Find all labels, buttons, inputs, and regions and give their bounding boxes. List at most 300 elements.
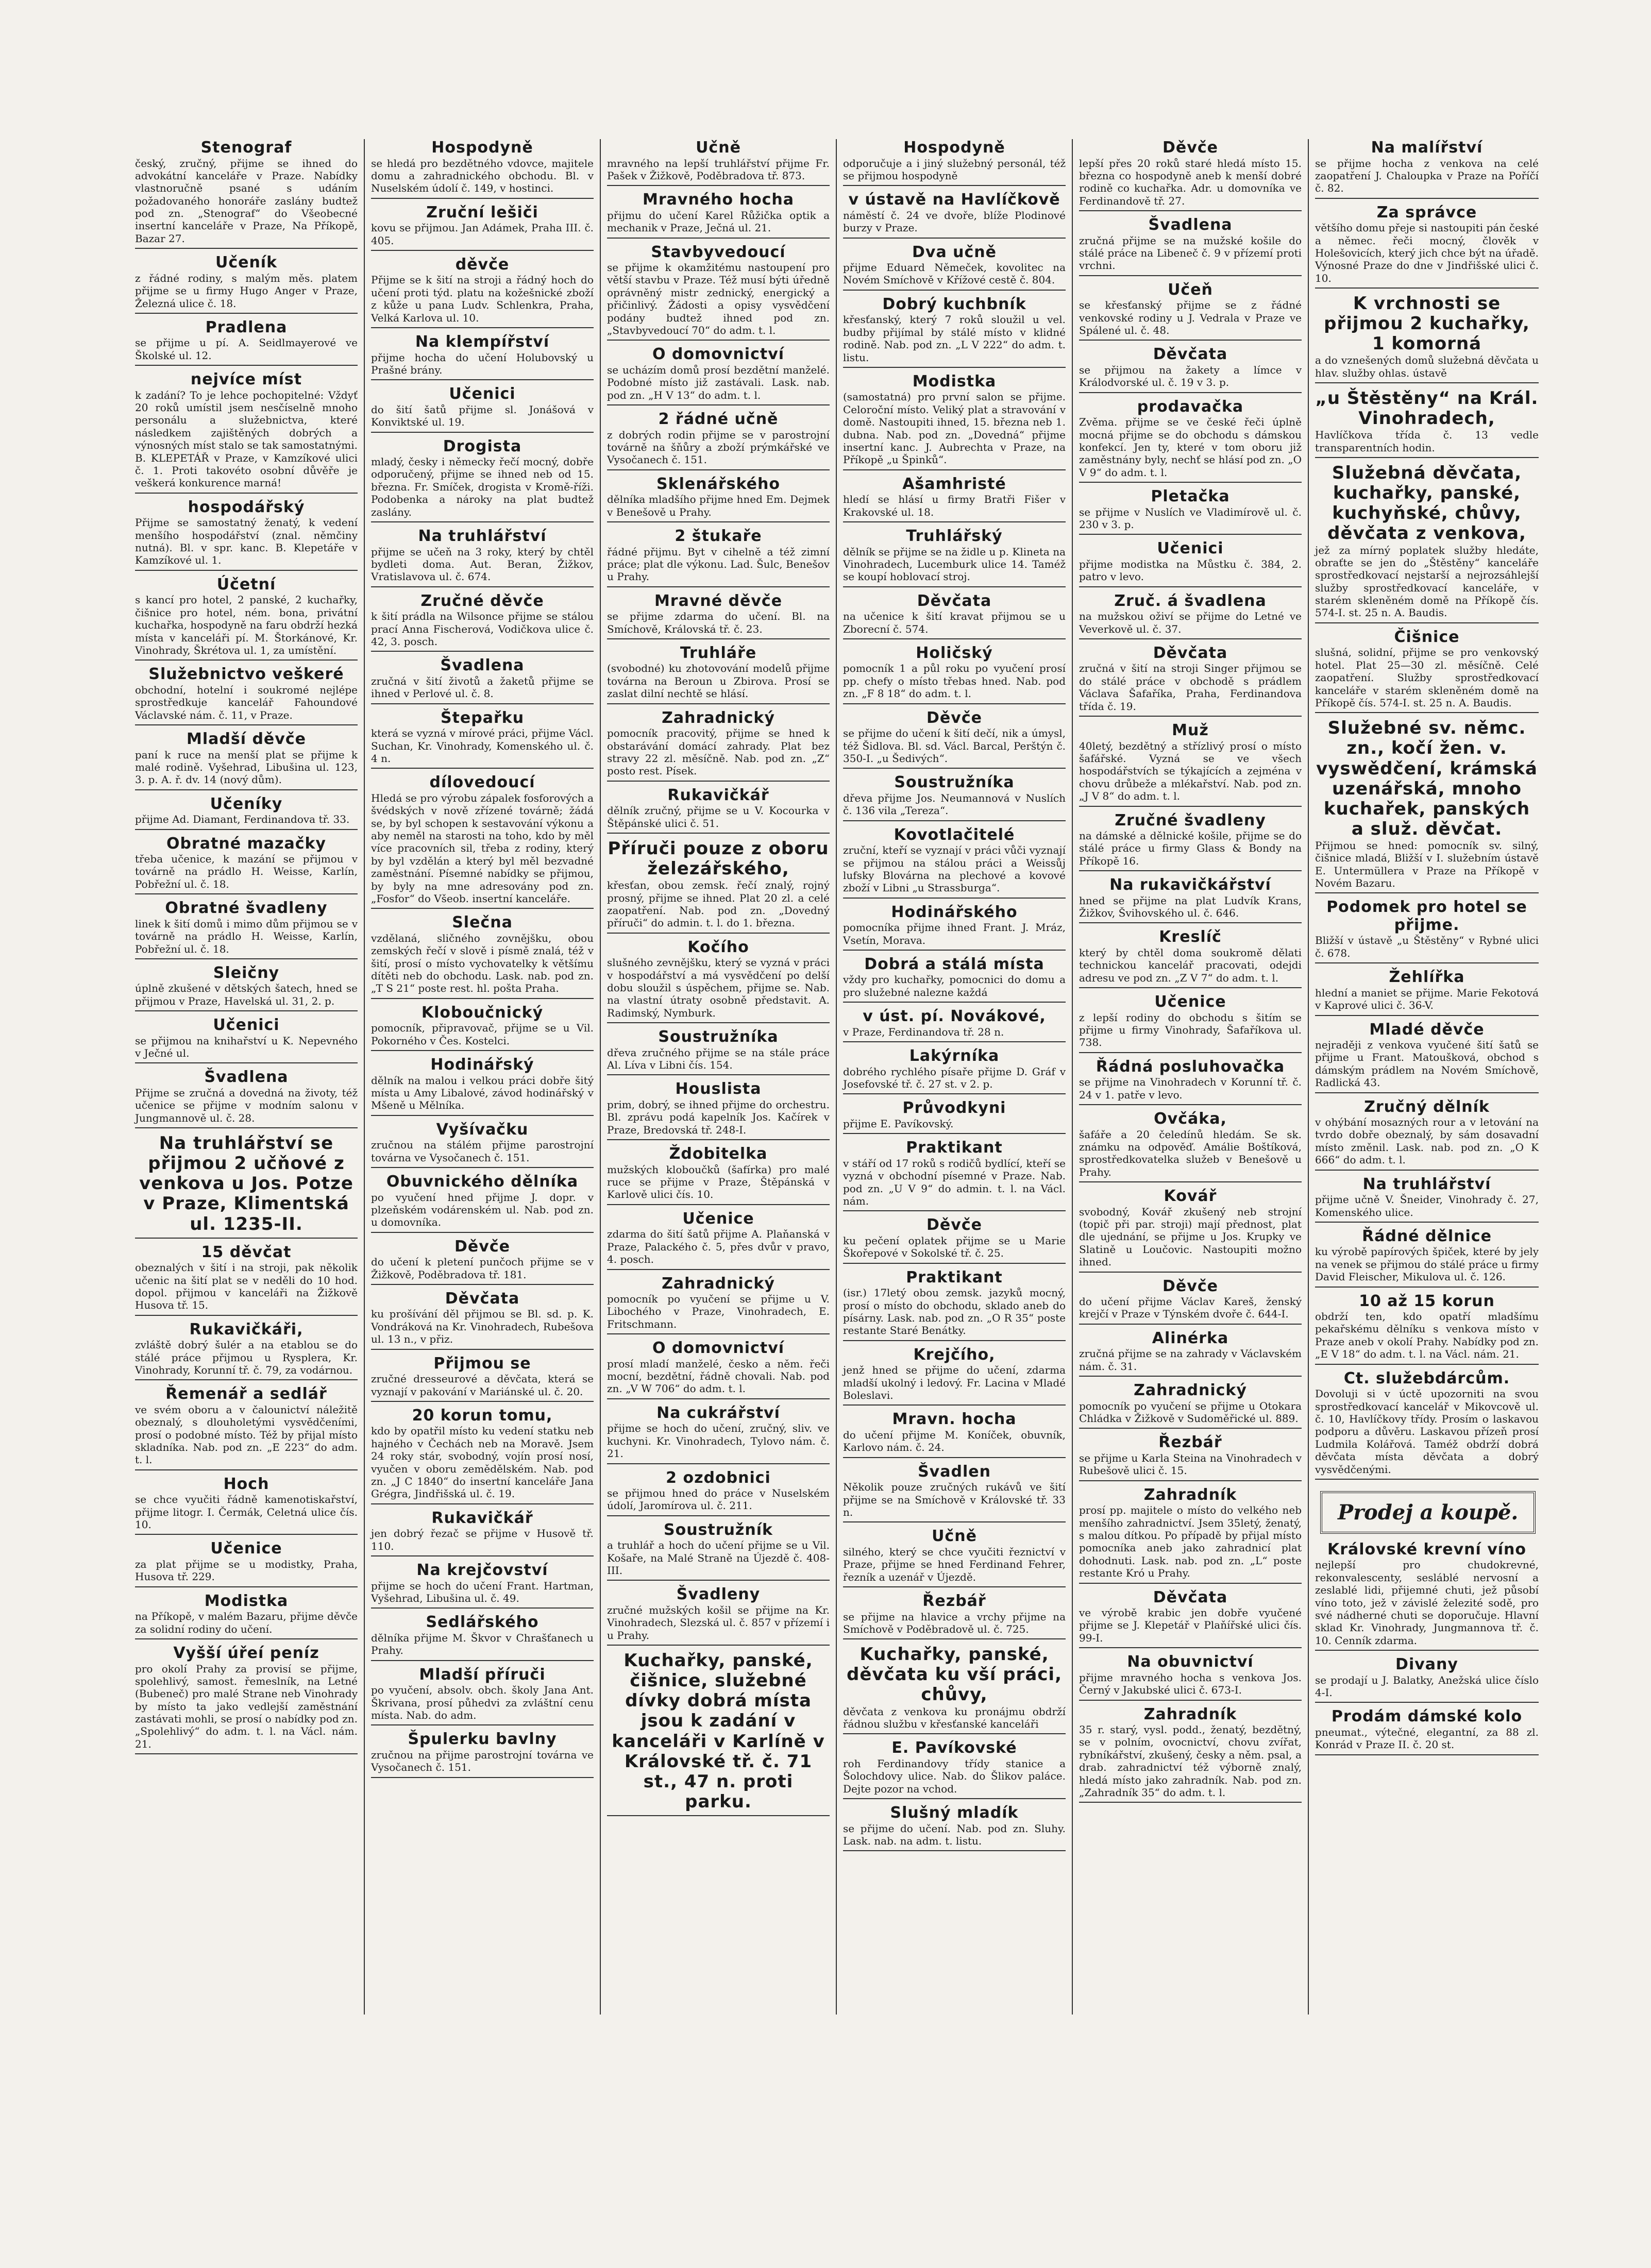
ad-body: se přijme u pí. A. Seidlmayerové ve Školské ul. 12. <box>135 336 358 362</box>
ad-heading: Na klempířství <box>415 333 550 351</box>
ad-heading: Lakýrníka <box>909 1047 1000 1065</box>
ad-body: v ohýbání mosazných rour a v letování na tvrdo dobře obeznalý, by sám dosavadní místo změnil. Lask. nab. pod zn. „O K 666“ do adm. t. l. <box>1315 1116 1539 1166</box>
ad-body: který by chtěl doma soukromě dělati technickou kancelář pracovati, odejdi adresu ve pod zn. „Z V 7“ do adm. t. l. <box>1079 946 1302 984</box>
ad-body: Přijme se zručná a dovedná na životy, též učenice se přijme v modním salonu v Jungmannově ul. č. 28. <box>135 1086 358 1124</box>
ad-body: ve svém oboru a v čalounictví náležitě obeznalý, s dlouholetými vysvědčeními, prosí o podobné místo. Též by přijal místo skladníka. Nab. pod zn. „E 223“ do adm. t. l. <box>135 1403 358 1466</box>
ad-heading: Stenograf <box>200 139 292 157</box>
ad-body: dobrého rychlého písaře přijme D. Gráf v Josefovské tř. č. 27 st. v 2. p. <box>843 1065 1066 1091</box>
classified-ad <box>843 476 1066 522</box>
ad-heading: Truhlářský <box>906 527 1003 546</box>
ad-body: k šití prádla na Wilsonce přijme se stálou prací Anna Fischerová, Vodičkova ulice č. 42, 3. posch. <box>371 610 594 648</box>
classified-ad <box>843 1216 1066 1263</box>
ad-heading: Obratné mazačky <box>166 834 326 853</box>
classified-ad <box>1315 1098 1539 1171</box>
ad-heading: Švadlena <box>1148 216 1233 234</box>
ad-heading: Ždobitelka <box>669 1145 768 1163</box>
ad-body: v Praze, Ferdinandova tř. 28 n. <box>843 1025 1004 1038</box>
classified-ad <box>371 1614 594 1661</box>
ad-heading: E. Pavíkovské <box>891 1739 1017 1757</box>
ad-heading: Divany <box>1395 1655 1458 1674</box>
ad-body: mužských kloboučků (šafírka) pro malé ruce se přijme v Praze, Štěpánská v Karlově ulici čís. 10. <box>607 1163 830 1201</box>
classified-ad <box>1315 294 1539 383</box>
classified-ad <box>135 371 358 494</box>
ad-heading: Žehlířka <box>1389 968 1465 987</box>
ad-body: mladý, česky i německy řečí mocný, dobře odporučený, přijme se ihned neb od 15. března. Fr. Smíček, drogista v Kromě-říži. Podobenka a nároky na plat budtež zaslány. <box>371 455 594 518</box>
ad-body: český, zručný, přijme se ihned do advokátní kanceláře v Praze. Nabídky vlastnoručně psané s udáním požadovaného honoráře zaslány budtež pod zn. „Stenograf“ do Všeobecné insertní kanceláře v Praze, Na Příkopě, Bazar 27. <box>135 157 358 245</box>
classified-ad <box>607 1210 830 1270</box>
ad-heading: Na obuvnictví <box>1127 1653 1254 1671</box>
ad-heading: 10 až 15 korun <box>1359 1292 1495 1310</box>
ad-heading: Mladé děvče <box>1369 1020 1485 1039</box>
classified-ad <box>135 1540 358 1587</box>
ad-heading: Řádné dělnice <box>1362 1227 1492 1245</box>
classified-ad <box>371 204 594 251</box>
classified-ad <box>371 1510 594 1556</box>
ad-heading: Vyšívačku <box>436 1120 529 1139</box>
ad-heading: Učenici <box>1157 539 1224 558</box>
ad-body: se přijme k okamžitému nastoupení pro větší stavbu v Praze. Též musí býti úředně oprávněný mistr zednický, energický a přičinlivý. Žádosti a opisy vysvědčení podány budtež ihned pod zn. „Stavbyvedoucí 70“ do adm. t. l. <box>607 261 830 337</box>
ad-heading: Švadleny <box>676 1585 761 1604</box>
ad-heading: Štepařku <box>440 708 525 727</box>
ad-body: a truhlář a hoch do učení přijme se u Vil. Košaře, na Malé Straně na Újezdě č. 408-III. <box>607 1539 830 1577</box>
ad-heading: Učenice <box>1154 993 1226 1011</box>
classified-ad <box>607 1586 830 1646</box>
classified-ad <box>843 244 1066 291</box>
classified-ad <box>607 244 830 341</box>
classified-ad <box>607 593 830 639</box>
classified-ad <box>843 1463 1066 1523</box>
ad-body: se přijme do učení k šití dečí, nik a úmysl, též Šidlova. Bl. sd. Václ. Barcal, Perštýn č. 350-I. „u Šedivých“. <box>843 727 1066 765</box>
classified-ad <box>371 774 594 909</box>
classified-ad <box>135 139 358 249</box>
classified-ad <box>371 139 594 199</box>
ad-heading: Zahradnický <box>1134 1381 1247 1400</box>
ad-heading: Děvče <box>1163 1277 1218 1295</box>
ad-heading: Učeníky <box>210 794 283 813</box>
classified-ad <box>1315 1541 1539 1651</box>
ad-body: 35 r. starý, vysl. podd., ženatý, bezdětný, se v polním, ovocnictví, chovu zvířat, rybníkářství, zkušený, česky a něm. psal, a drab. zahradnictví též výborně znalý, hledá místo jako zahradník. Nab. pod zn. „Zahradník 35“ do adm. t. l. <box>1079 1723 1302 1799</box>
ad-body: dřeva zručného přijme se na stále práce Al. Líva v Libni čís. 154. <box>607 1046 830 1072</box>
classified-ad <box>607 1145 830 1205</box>
ad-heading: 2 řádné učně <box>658 410 779 429</box>
ad-heading: Dobrý kuchbník <box>882 295 1026 313</box>
column-1 <box>129 139 365 2015</box>
ad-body: mravného na lepší truhlářství přijme Fr. Pašek v Žižkově, Poděbradova tř. 873. <box>607 157 830 182</box>
ad-heading: Modistka <box>912 372 997 391</box>
classified-ad <box>1315 629 1539 713</box>
ad-body: slušná, solidní, přijme se pro venkovský hotel. Plat 25—30 zl. měsíčně. Celé zaopatření. Služby sprostředkovací kanceláře v starém skleněném domě na Příkopě čís. 574-I. st. 25 n. A. Baudis. <box>1315 646 1539 709</box>
classified-ad <box>607 939 830 1023</box>
ad-body: obeznalých v šití i na stroji, pak několik učenic na šití plat se v neděli do 10 hod. dopol. přijmou v kanceláři na Žižkově Husova tř. 15. <box>135 1261 358 1312</box>
classified-ad <box>1315 718 1539 893</box>
ad-body: která se vyzná v mírové práci, přijme Václ. Suchan, Kr. Vinohrady, Komenského ul. č. 4 n. <box>371 727 594 765</box>
ad-heading: Zručný dělník <box>1364 1097 1490 1116</box>
classified-ad <box>843 296 1066 368</box>
classified-ad <box>371 914 594 998</box>
ad-heading: Za správce <box>1376 203 1477 222</box>
ad-heading: Dobrá a stálá místa <box>864 955 1044 973</box>
classified-ad <box>607 411 830 470</box>
classified-ad <box>843 1593 1066 1639</box>
classified-ad <box>1079 1589 1302 1649</box>
ad-heading: Učenici <box>449 385 516 403</box>
ad-heading: Muž <box>1172 721 1209 740</box>
classified-ad <box>371 593 594 652</box>
classified-ad <box>135 1593 358 1639</box>
classified-ad <box>607 839 830 934</box>
ad-heading: Děvče <box>1163 139 1218 157</box>
ad-body: jež za mírný poplatek služby hledáte, obraťte se jen do „Štěstěny“ kanceláře sprostředkovací nejstarší a nejrozsáhlejší služby sprostředkovací kanceláře, v starém skleněném domě na Příkopě čís. 574-I. st. 25 n. A. Baudis. <box>1315 544 1539 619</box>
ad-heading: Mladší příruči <box>419 1665 546 1684</box>
ad-heading: Rukavičkáři, <box>189 1320 304 1339</box>
ad-heading: Sklenářského <box>656 475 780 493</box>
classified-ad <box>371 1173 594 1233</box>
ad-heading: Holičský <box>916 644 993 662</box>
ad-body: (isr.) 17letý obou zemsk. jazyků mocný, prosí o místo do obchodu, sklado aneb do písárny. Lask. nab. pod zn. „O R 35“ poste restante Staré Benátky. <box>843 1287 1066 1337</box>
ad-body: nejlepší pro chudokrevné, rekonvalescenty, sesláblé nervosní a zeslablé lidi, přijemné chuti, jež působí víno toto, jež v závislé železité sodě, pro své nádherné chuti se doporučuje. Hlavní sklad Kr. Vinohrady, Jungmannova tř. č. 10. Cenník zdarma. <box>1315 1559 1539 1647</box>
ad-heading: Hospodyně <box>903 139 1005 157</box>
ad-heading: Služebné sv. němc. zn., kočí žen. v. vyswědčení, krámská uzenářská, mnoho kuchařek, panských a služ. děvčat. <box>1316 718 1538 839</box>
ad-heading: Na rukavičkářství <box>1109 876 1271 894</box>
ad-body: Dovoluji si v úctě upozorniti na svou sprostředkovací kancelář v Mikovcově ul. č. 10, Havlíčkovy třídy. Prosím o laskavou podporu a důvěru. Laskavou přízeň prosí Ludmila Kolářová. Taméž obdrží dobrá děvčata místa děvčata a dobrý vysvědčenými. <box>1315 1387 1539 1476</box>
classified-ad <box>843 645 1066 704</box>
ad-heading: Na krejčovství <box>416 1561 548 1580</box>
ad-body: obchodní, hotelní i soukromé nejlépe sprostředkuje kancelář Fahoundové Václavské nám. č. 11, v Praze. <box>135 683 358 721</box>
ad-heading: Zruční lešiči <box>426 203 538 222</box>
ad-body: na učenice k šití kravat přijmou se u Zborecní č. 574. <box>843 610 1066 635</box>
classified-ad <box>1079 540 1302 587</box>
ad-heading: Kuchařky, panské, děvčata ku vší práci, chůvy, <box>846 1644 1062 1705</box>
classified-ad <box>1079 812 1302 872</box>
classified-ad <box>607 528 830 587</box>
ad-body: zručnou na přijme parostrojní továrna ve Vysočanech č. 151. <box>371 1748 594 1774</box>
ad-body: vzdělaná, sličného zovnějšku, obou zemských řečí v slově i písmě znalá, též v šití, prosí o místo vychovatelky k většímu dítěti neb do obchodu. Lask. nab. pod zn. „T S 21“ poste rest. hl. pošta Praha. <box>371 932 594 995</box>
ad-heading: v úst. pí. Novákové, <box>863 1007 1046 1026</box>
classified-ad <box>1315 388 1539 458</box>
ad-heading: Služebná děvčata, kuchařky, panské, kuchyňské, chůvy, děvčata z venkova, <box>1327 463 1526 544</box>
classified-ad <box>371 1004 594 1051</box>
classified-ad <box>1315 1228 1539 1288</box>
ad-body: na dámské a dělnické košile, přijme se do stálé práce u firmy Glass & Bondy na Příkopě 16. <box>1079 830 1302 867</box>
ad-heading: Soustružníka <box>894 773 1015 792</box>
ad-body: přijme modistka na Můstku č. 384, 2. patro v levo. <box>1079 557 1302 583</box>
classified-ad <box>1079 1188 1302 1272</box>
ad-body: paní k ruce na menší plat se přijme k malé rodině. Vyšehrad, Libušina ul. 123, 3. p. A. ř. dv. 14 (nový dům). <box>135 748 358 786</box>
classified-ad <box>607 645 830 704</box>
ad-heading: Špulerku bavlny <box>408 1730 557 1749</box>
classified-ad <box>371 438 594 522</box>
ad-heading: Učeník <box>215 253 278 272</box>
ad-body: na mužskou oživí se přijme do Letné ve Veverkově ul. č. 37. <box>1079 610 1302 635</box>
ad-body: jen dobrý řezač se přijme v Husově tř. 110. <box>371 1527 594 1552</box>
ad-body: z lepší rodiny do obchodu s šitím se přijme u firmy Vinohrady, Šafaříkova ul. 738. <box>1079 1011 1302 1049</box>
classified-ad <box>135 576 358 661</box>
classified-ad <box>371 528 594 587</box>
ad-heading: Řádná posluhovačka <box>1096 1057 1285 1076</box>
ad-body: ku výrobě papírových špiček, které by jely na venek se přijmou do stálé práce u firmy David Fleischer, Mikulova ul. č. 126. <box>1315 1245 1539 1283</box>
ad-heading: Učenici <box>213 1016 280 1035</box>
ad-body: pomocník 1 a půl roku po vyučení prosí pp. chefy o místo třebas hned. Nab. pod zn. „F 8 18“ do adm. t. l. <box>843 662 1066 700</box>
ad-heading: O domovnictví <box>652 345 785 364</box>
ad-body: do učení k pletení punčoch přijme se v Žižkově, Poděbradova tř. 181. <box>371 1256 594 1281</box>
ad-body: se přijmou na knihařství u K. Nepevného v Ječné ul. <box>135 1034 358 1060</box>
ad-heading: hospodářský <box>188 498 305 516</box>
classified-ad <box>1079 1653 1302 1700</box>
ad-heading: Houslista <box>675 1080 762 1098</box>
classified-ad <box>1079 216 1302 276</box>
classified-ad <box>843 1008 1066 1042</box>
ad-heading: Ct. služebdárcům. <box>1343 1369 1510 1387</box>
ad-heading: O domovnictví <box>652 1339 785 1358</box>
column-5 <box>1073 139 1309 2015</box>
ad-body: se přijmou na žakety a límce v Králodvorské ul. č. 19 v 3. p. <box>1079 363 1302 389</box>
ad-heading: Sleičny <box>213 963 280 982</box>
ad-body: se chce vyučiti řádně kamenotiskařství, přijme litogr. I. Čermák, Celetná ulice čís. 10. <box>135 1493 358 1531</box>
ad-body: přijme mravného hocha s venkova Jos. Černý v Jakubské ulici č. 673-I. <box>1079 1671 1302 1697</box>
classified-ad <box>1079 1382 1302 1429</box>
ad-heading: Děvčata <box>917 591 992 610</box>
ad-body: přijme se hoch do učení, zručný, sliv. ve kuchyni. Kr. Vinohradech, Tylovo nám. č. 21. <box>607 1422 830 1460</box>
ad-heading: Podomek pro hotel se přijme. <box>1326 898 1527 934</box>
ad-heading: Na truhlářství <box>418 527 547 546</box>
ad-body: zvláště dobrý šulér a na etablou se do stálé práce přijmou u Rysplera, Kr. Vinohrady, Korunní tř. č. 79, za vodárnou. <box>135 1339 358 1376</box>
ad-heading: Drogista <box>443 437 522 455</box>
classified-ad <box>607 476 830 522</box>
ad-body: se křesťanský přijme se z řádné venkovské rodiny u J. Vedrala v Praze ve Spálené ul. č. 48. <box>1079 299 1302 337</box>
classified-ad <box>135 964 358 1011</box>
classified-ad <box>371 657 594 704</box>
ad-body: se přijme na Vinohradech v Korunní tř. č. 24 v 1. patře v levo. <box>1079 1076 1302 1101</box>
ad-body: Hledá se pro výrobu zápalek fosforových a švédských v nově zřízené továrně; žádá se, by byl schopen k sestavování výkonu a aby neměl na starosti na toho, kdo by měl více pracovních sil, třeba z rodiny, který by byl vzdělán a který byl měl bezvadné zaměstnání. Písemné nabídky se přijmou, by byly na mne adresovány pod zn. „Fosfor“ do Všeob. insertní kanceláře. <box>371 791 594 905</box>
ad-body: dělníka přijme M. Škvor v Chrašťanech u Prahy. <box>371 1631 594 1657</box>
ad-heading: Kovotlačitelé <box>894 825 1015 844</box>
ad-body: Bližší v ústavě „u Štěstěny“ v Rybné ulici č. 678. <box>1315 934 1539 959</box>
ad-heading: Hodinářského <box>891 903 1018 921</box>
ad-body: děvčata z venkova ku pronájmu obdrží řádnou službu v křesťanské kanceláři <box>843 1705 1066 1730</box>
classified-ad <box>135 835 358 895</box>
classified-ad <box>1079 928 1302 988</box>
ad-heading: Zahradnický <box>662 708 775 727</box>
ad-heading: Alinérka <box>1152 1329 1229 1347</box>
ad-body: do učení přijme M. Koníček, obuvník, Karlovo nám. č. 24. <box>843 1428 1066 1454</box>
classified-ad <box>1079 139 1302 211</box>
ad-body: Přijme se samostatný ženatý, k vedení menšího hospodářství (znal. němčiny nutná). Bl. v spr. kanc. B. Klepetáře v Kamzíkové ul. 1. <box>135 516 358 567</box>
ad-body: pomocník po vyučení se přijme u Otokara Chládka v Žižkově v Sudoměřické ul. 889. <box>1079 1399 1302 1425</box>
ad-body: většího domu přeje si nastoupiti pán české a němec. řeči mocný, člověk v Holešovicích, který jich chce být na úřadě. Výnosné Praze do dne v Jindřišské ulici č. 10. <box>1315 222 1539 284</box>
ad-body: se hledá pro bezdětného vdovce, majitele domu a zahradnického obchodu. Bl. v Nuselském údolí č. 149, v hostinci. <box>371 157 594 195</box>
ad-heading: Stavbyvedoucí <box>651 243 786 261</box>
ad-heading: Hospodyně <box>431 139 533 157</box>
ad-heading: Zručné švadleny <box>1115 811 1266 830</box>
ad-heading: Sedlářského <box>426 1613 539 1632</box>
classified-ad <box>1079 398 1302 483</box>
classified-ad <box>371 1121 594 1168</box>
ad-heading: Na cukrářství <box>656 1403 780 1422</box>
ad-heading: Kloboučnický <box>421 1003 544 1022</box>
classified-ad <box>1315 139 1539 199</box>
classified-ad <box>607 191 830 238</box>
ad-heading: Kreslíč <box>1159 928 1222 946</box>
classified-ad <box>1315 1176 1539 1223</box>
classified-ad <box>607 1404 830 1464</box>
classified-ad <box>135 1476 358 1535</box>
classified-ad <box>135 666 358 725</box>
ad-body: pomocníka přijme ihned Frant. J. Mráz, Vsetín, Morava. <box>843 921 1066 946</box>
classified-ad <box>371 1056 594 1116</box>
classified-ad <box>843 1269 1066 1341</box>
ad-body: náměstí č. 24 ve dvoře, blíže Plodinové burzy v Praze. <box>843 209 1066 234</box>
classified-ad <box>843 1804 1066 1851</box>
ad-body: nejraději z venkova vyučené šití šatů se přijme u Frant. Matoušková, obchod s dámským prádlem na Novém Smíchově, Radlická 43. <box>1315 1039 1539 1089</box>
classified-ad <box>843 1739 1066 1799</box>
classified-ad <box>843 826 1066 899</box>
ad-body: řádné přijmu. Byt v cihelně a též zimní práce; plat dle výkonu. Lad. Šulc, Benešov u Prahy. <box>607 545 830 583</box>
ad-body: dřeva přijme Jos. Neumannová v Nuslích č. 136 vila „Tereza“. <box>843 791 1066 817</box>
classifieds-columns <box>129 139 1546 2015</box>
ad-body: lepší přes 20 roků staré hledá místo 15. března co hospodyně aneb k menší dobré rodině co kuchařka. Adr. u domovníka ve Ferdinandově tř. 27. <box>1079 157 1302 207</box>
ad-body: se přijme do učení. Nab. pod zn. Sluhy. Lask. nab. na adm. t. listu. <box>843 1822 1066 1847</box>
column-4 <box>837 139 1073 2015</box>
classified-ad <box>371 1562 594 1609</box>
ad-heading: Zahradník <box>1143 1705 1237 1723</box>
ad-body: přijme se učeň na 3 roky, který by chtěl bydleti doma. Aut. Beran, Žižkov, Vratislavova ul. č. 674. <box>371 545 594 583</box>
ad-heading: prodavačka <box>1137 397 1244 416</box>
ad-heading: Mravné děvče <box>654 591 783 610</box>
ad-body: třeba učenice, k mazání se přijmou v továrně na prádlo H. Weisse, Karlín, Pobřežní ul. č. 18. <box>135 853 358 890</box>
ad-body: pneumat., výtečné, elegantní, za 88 zl. Konrád v Praze II. č. 20 st. <box>1315 1725 1539 1751</box>
column-6 <box>1309 139 1545 2015</box>
ad-body: na Příkopě, v malém Bazaru, přijme děvče za solidní rodiny do učení. <box>135 1610 358 1635</box>
ad-body: přijme učně V. Šneider, Vinohrady č. 27, Komenského ulice. <box>1315 1193 1539 1218</box>
ad-body: po vyučení, absolv. obch. školy Jana Ant. Škrivana, prosí půhedvi za zvláštní cenu místa. Nab. do adm. <box>371 1684 594 1721</box>
classified-ad <box>135 731 358 790</box>
classified-ad <box>607 1340 830 1399</box>
ad-body: zručné dresseurové a děvčata, která se vyznají v pakování v Mariánské ul. č. 20. <box>371 1373 594 1398</box>
ad-body: s kancí pro hotel, 2 panské, 2 kuchařky, čišnice pro hotel, ném. bona, privátní kuchařka, hospodyně na faru obdrží hezká místa v kanceláři pí. M. Štorkánové, Kr. Vinohrady, Škrétova ul. 1, za umístění. <box>135 594 358 656</box>
classified-ad <box>135 900 358 959</box>
ad-body: dělník na malou i velkou práci dobře šitý místa u Amy Libalové, závod hodinářský v Mšeně u Mělníka. <box>371 1074 594 1112</box>
section-heading-box: Prodej a koupě. <box>1320 1491 1536 1534</box>
ad-body: obdrží ten, kdo opatří mladšímu pekařskému dělníku s venkova místo v Praze aneb v okolí Prahy. Nabídky pod zn. „E V 18“ do adm. t. l. na Václ. nám. 21. <box>1315 1310 1539 1361</box>
ad-heading: Praktikant <box>906 1268 1003 1287</box>
ad-heading: Děvčata <box>445 1289 520 1308</box>
ad-body: se přijme hocha z venkova na celé zaopatření J. Chaloupka v Praze na Poříčí č. 82. <box>1315 157 1539 195</box>
classified-ad <box>1315 969 1539 1015</box>
classified-ad <box>1079 346 1302 393</box>
classified-ad <box>843 191 1066 238</box>
ad-heading: Děvče <box>926 1216 982 1234</box>
classified-ad <box>135 1017 358 1063</box>
ad-body: pro okolí Prahy za provisí se přijme, spolehlivý, samost. řemeslník, na Letné (Bubeneč) pro malé Strane neb Vinohrady by místo ta jako vedlejší zaměstnání zastávati mohli, se prosí o nabídky pod zn. „Spolehlivý“ do adm. t. l. na Václ. nám. 21. <box>135 1662 358 1750</box>
classified-ad <box>843 956 1066 1003</box>
ad-heading: Modistka <box>204 1592 289 1610</box>
classified-ad <box>843 593 1066 639</box>
ad-body: se přijme zdarma do učení. Bl. na Smíchově, Královská tř. č. 23. <box>607 610 830 635</box>
ad-heading: Švadlen <box>918 1462 991 1481</box>
classified-ad <box>135 254 358 314</box>
ad-heading: Děvčata <box>1153 644 1228 662</box>
ad-heading: Příruči pouze z oboru železářského, <box>608 838 829 879</box>
ad-heading: Hodinářský <box>430 1056 534 1074</box>
ad-body: zručná v šití životů a žaketů přijme se ihned v Perlové ul. č. 8. <box>371 674 594 700</box>
ad-heading: 15 děvčat <box>201 1243 292 1261</box>
ad-body: pomocník po vyučení se přijme u V. Libochého v Praze, Vinohradech, E. Fritschmann. <box>607 1293 830 1330</box>
ad-heading: Učně <box>932 1527 977 1546</box>
ad-body: křesťan, obou zemsk. řečí znalý, rojný prosný, přijme se ihned. Plat 20 zl. a celé zaopatření. Nab. pod zn. „Dovedný příruči“ do admin. t. l. do 1. března. <box>607 879 830 929</box>
ad-heading: Obuvnického dělníka <box>386 1173 579 1191</box>
ad-body: křesťanský, který 7 roků sloužil u vel. budby přijímal by stálé místo v klidné rodině. Nab. pod zn. „L V 222“ do adm. t. listu. <box>843 313 1066 364</box>
classified-ad <box>135 1133 358 1238</box>
ad-body: zručná v šití na stroji Singer přijmou se do stálé práce v obchodě s prádlem Václava Šafaříka, Praha, Ferdinandova třída č. 19. <box>1079 662 1302 713</box>
classified-ad <box>1315 1656 1539 1703</box>
classified-ad <box>843 373 1066 470</box>
ad-body: zručná přijme se na mužské košile do stálé práce na Libeneč č. 9 v přízemí proti vrchni. <box>1079 234 1302 272</box>
ad-heading: 2 štukaře <box>675 527 762 546</box>
ad-heading: K vrchnosti se přijmou 2 kuchařky, 1 komorná <box>1324 293 1530 354</box>
ad-body: jenž hned se přijme do učení, zdarma mladší ukolný i ledový. Fr. Lacina v Mladé Boleslavi. <box>843 1364 1066 1401</box>
classified-ad <box>843 139 1066 186</box>
classified-ad <box>1079 993 1302 1053</box>
ad-body: slušného zevnějšku, který se vyzná v práci v hospodářství a má vysvědčení po delší dobu sloužil s úspěchem, přijme se. Nab. na vlastní útraty osobně představit. A. Radimský, Nymburk. <box>607 956 830 1019</box>
ad-heading: Řemenář a sedlář <box>165 1385 327 1403</box>
classified-ad <box>1079 593 1302 639</box>
ad-body: přijme Eduard Němeček, kovolitec na Novém Smíchově v Křížové cestě č. 804. <box>843 261 1066 286</box>
ad-heading: Zručné děvče <box>420 591 544 610</box>
classified-ad <box>1079 1278 1302 1325</box>
ad-body: se přijmou hned do práce v Nuselském údolí, Jaromírova ul. č. 211. <box>607 1487 830 1512</box>
column-3 <box>601 139 837 2015</box>
ad-heading: Průvodkyni <box>902 1099 1006 1118</box>
classified-ad <box>371 1731 594 1778</box>
ad-body: se prodají u J. Balatky, Anežská ulice číslo 4-I. <box>1315 1673 1539 1699</box>
classified-ad <box>135 796 358 830</box>
ad-heading: Truhláře <box>680 644 757 662</box>
classified-ad <box>843 1645 1066 1734</box>
ad-body: kdo by opatřil místo ku vedení statku neb hajného v Čechách neb na Moravě. Jsem 24 roky stár, svobodný, vojín prosí nosí, vyučen v oboru zemědělském. Nab. pod zn. „J C 1840“ do insertní kanceláře Jana Grégra, Jindřišská ul. č. 19. <box>371 1425 594 1500</box>
classified-ad <box>843 904 1066 951</box>
ad-body: hlední a maniet se přijme. Marie Fekotová v Kaprové ulici č. 36-V. <box>1315 986 1539 1012</box>
ad-heading: Mladší děvče <box>187 730 306 748</box>
ad-heading: Pradlena <box>205 318 288 336</box>
ad-body: se ucházím domů prosí bezdětní manželé. Podobné místo již zastávali. Lask. nab. pod zn. „H V 13“ do adm. t. l. <box>607 363 830 401</box>
classified-ad <box>607 1469 830 1516</box>
ad-heading: Přijmou se <box>433 1354 531 1373</box>
ad-heading: Dva učně <box>912 243 997 261</box>
ad-heading: Soustružníka <box>658 1028 779 1046</box>
ad-heading: Královské krevní víno <box>1327 1540 1527 1559</box>
classified-ad <box>135 1321 358 1381</box>
ad-heading: Mravného hocha <box>643 191 794 209</box>
ad-body: Přijme se k šití na stroji a řádný hoch do učení proti týd. platu na kožešnické zboží z kůže u pana Ludv. Schlenkra, Praha, Velká Karlova ul. 10. <box>371 274 594 324</box>
classified-ad <box>843 774 1066 821</box>
classified-ad <box>135 1645 358 1754</box>
ad-heading: Kuchařky, panské, čišnice, služebné dívky dobrá místa jsou k zadání v kanceláři v Karlíně v Královské tř. č. 71 st., 47 n. proti parku. <box>612 1650 825 1812</box>
classified-ad <box>135 499 358 571</box>
ad-heading: Mravn. hocha <box>892 1410 1017 1429</box>
classified-ad <box>607 1651 830 1816</box>
ad-heading: Ovčáka, <box>1154 1110 1227 1128</box>
ad-heading: 2 ozdobnici <box>666 1468 771 1487</box>
ad-heading: 20 korun tomu, <box>412 1406 553 1425</box>
ad-body: za plat přijme se u modistky, Praha, Husova tř. 229. <box>135 1558 358 1583</box>
ad-heading: Děvčata <box>1153 345 1228 364</box>
ad-heading: Vyšší úřeí peníz <box>173 1644 319 1663</box>
classified-ad <box>371 1355 594 1402</box>
ad-heading: Prodám dámské kolo <box>1331 1707 1523 1726</box>
ad-body: do učení přijme Václav Kareš, ženský krejčí v Praze v Týnském dvoře č. 644-I. <box>1079 1295 1302 1321</box>
classified-ad <box>1079 1058 1302 1105</box>
ad-body: zručnou na stálém přijme parostrojní továrna ve Vysočanech č. 151. <box>371 1139 594 1164</box>
